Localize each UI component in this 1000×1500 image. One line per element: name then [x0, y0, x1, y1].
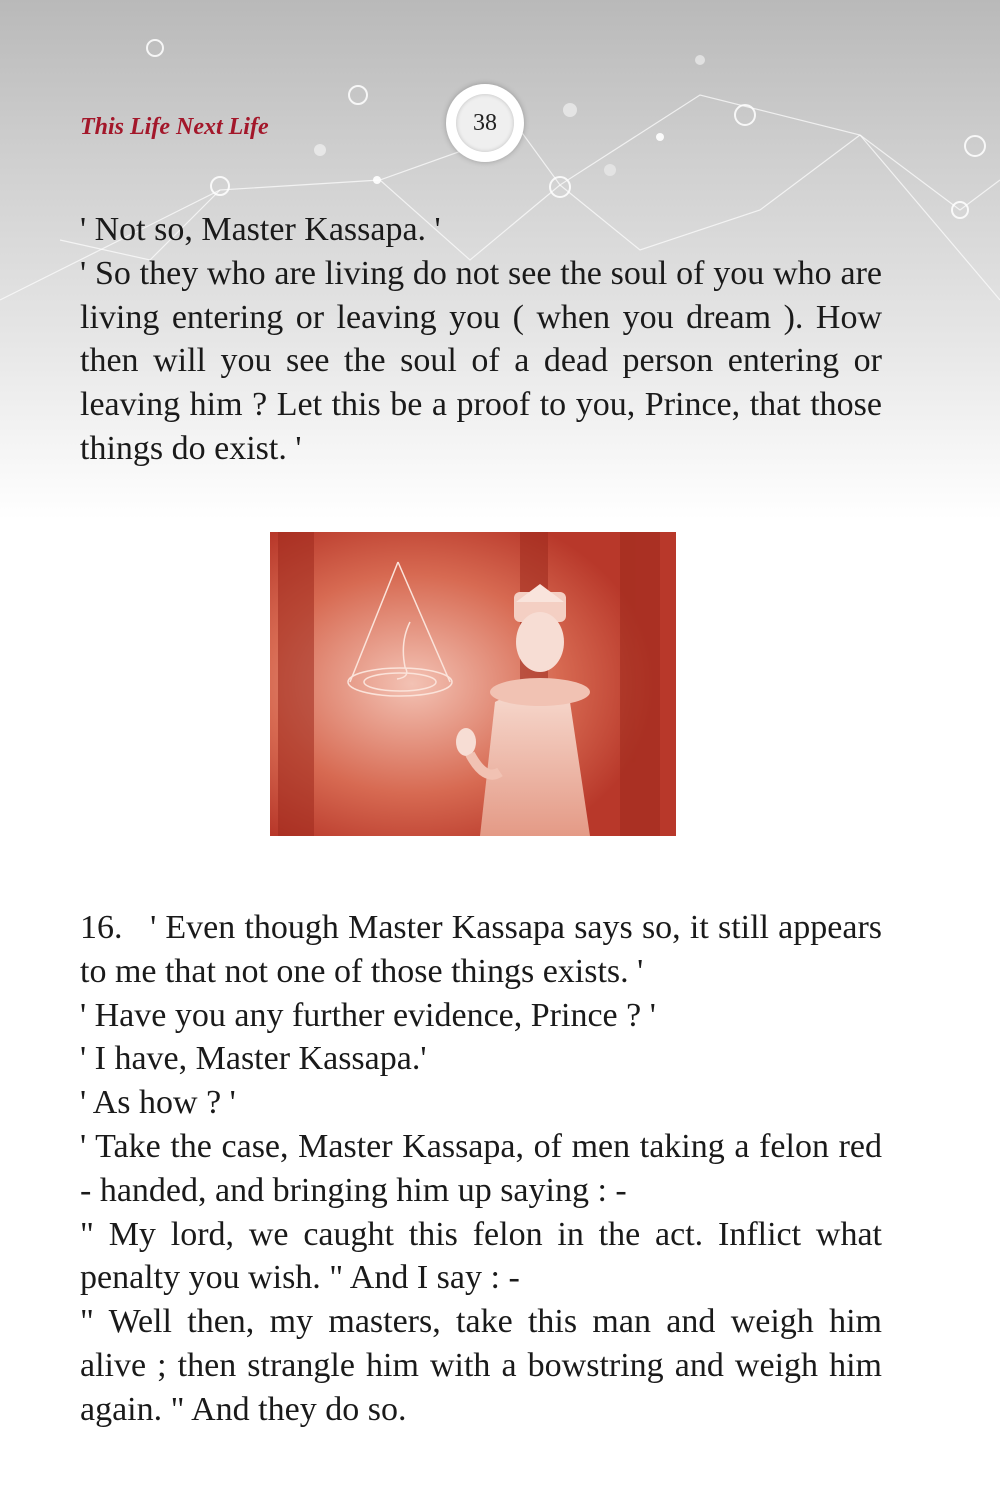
paragraph: ' Have you any further evidence, Prince ? ' [80, 996, 656, 1034]
paragraph: ' I have, Master Kassapa.' [80, 1040, 427, 1078]
paragraph: ' Take the case, Master Kassapa, of men taking a felon red - handed, and bringing him up saying : - [80, 1127, 882, 1209]
page-number-badge [446, 84, 524, 162]
illustration-image [270, 532, 676, 836]
bottom-text-block [80, 906, 882, 1432]
paragraph: ' Not so, Master Kassapa. ' [80, 211, 441, 248]
running-title: This Life Next Life [80, 114, 269, 140]
paragraph: " Well then, my masters, take this man and weigh him alive ; then strangle him with a bowstring and weigh him again. " And they do so. [80, 1303, 882, 1428]
paragraph: 16. ' Even though Master Kassapa says so, it still appears to me that not one of those things exists. ' [80, 909, 882, 990]
illustration-background [270, 532, 676, 836]
paragraph: " My lord, we caught this felon in the act. Inflict what penalty you wish. " And I say : - [80, 1215, 882, 1297]
page-number: 38 [456, 94, 514, 152]
paragraph: ' As how ? ' [80, 1084, 236, 1122]
top-text-block [80, 208, 882, 471]
paragraph: ' So they who are living do not see the soul of you who are living entering or leaving you ( when you dream ). How then will you see the soul of a dead person entering or leaving him ? Let this be a proof to you, Prince, that those things do exist. ' [80, 254, 882, 467]
